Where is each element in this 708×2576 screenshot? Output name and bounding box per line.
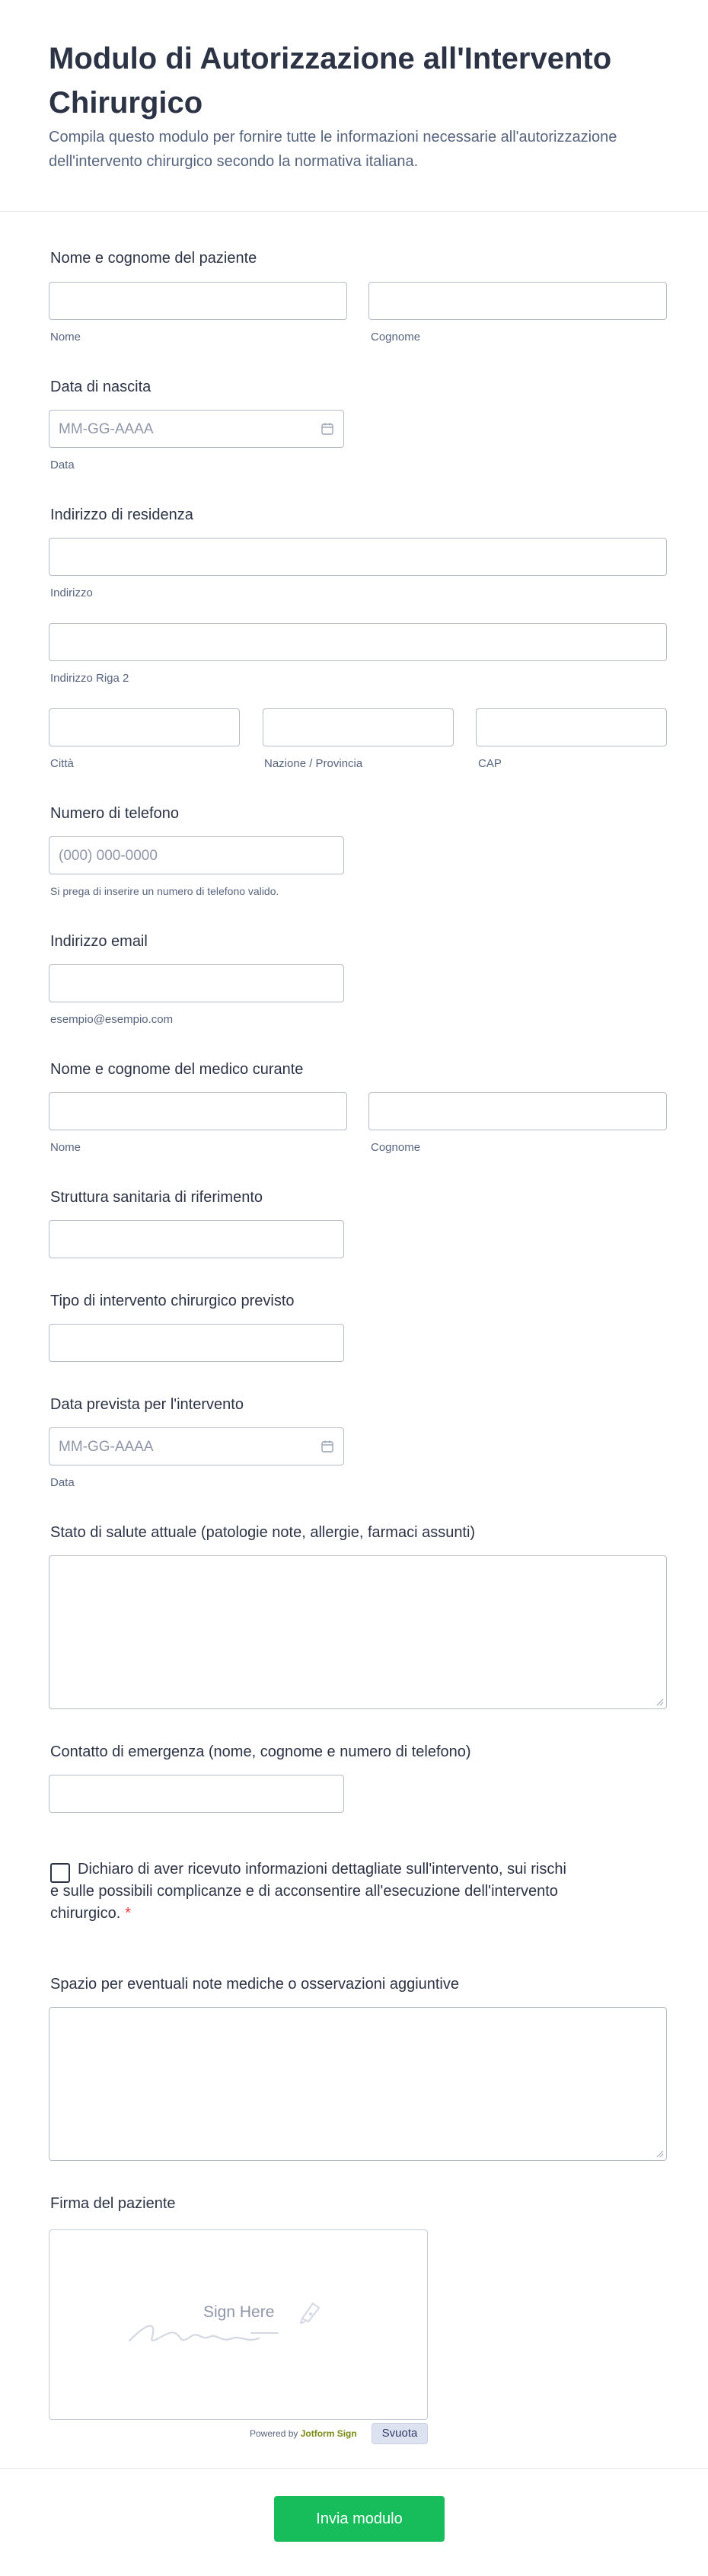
- city-sublabel: Città: [50, 757, 74, 770]
- phone-input[interactable]: [49, 836, 344, 874]
- phone-placeholder: (000) 000-0000: [59, 848, 158, 864]
- address-line2-sublabel: Indirizzo Riga 2: [50, 672, 129, 685]
- resize-handle-icon[interactable]: [656, 1699, 664, 1706]
- emergency-contact-label: Contatto di emergenza (nome, cognome e numero di telefono): [50, 1743, 471, 1760]
- pen-icon: [295, 2297, 324, 2326]
- calendar-icon[interactable]: [321, 1440, 334, 1453]
- submit-button[interactable]: Invia modulo: [274, 2496, 445, 2542]
- notes-label: Spazio per eventuali note mediche o osservazioni aggiuntive: [50, 1976, 460, 1993]
- required-mark: *: [125, 1905, 132, 1922]
- state-input[interactable]: [263, 708, 454, 746]
- doctor-first-name-sublabel: Nome: [50, 1141, 81, 1154]
- zip-input[interactable]: [476, 708, 667, 746]
- surgery-date-input[interactable]: [49, 1427, 344, 1465]
- doctor-last-name-input[interactable]: [368, 1092, 667, 1130]
- health-status-textarea[interactable]: [49, 1555, 667, 1709]
- surgery-date-placeholder: MM-GG-AAAA: [59, 1439, 154, 1455]
- phone-label: Numero di telefono: [50, 805, 179, 822]
- address-line1-input[interactable]: [49, 538, 667, 576]
- email-label: Indirizzo email: [50, 933, 148, 950]
- patient-first-name-input[interactable]: [49, 282, 347, 320]
- surgery-type-label: Tipo di intervento chirurgico previsto: [50, 1293, 295, 1309]
- jotform-sign-brand: Jotform Sign: [300, 2428, 357, 2439]
- patient-first-name-sublabel: Nome: [50, 331, 81, 344]
- doctor-first-name-input[interactable]: [49, 1092, 347, 1130]
- form-description: Compila questo modulo per fornire tutte le informazioni necessarie all'autorizzazione dell'intervento chirurgico secondo la normativa italiana.: [49, 129, 617, 170]
- emergency-contact-input[interactable]: [49, 1775, 344, 1813]
- doctor-name-label: Nome e cognome del medico curante: [50, 1061, 304, 1078]
- surgery-date-sublabel: Data: [50, 1476, 75, 1489]
- sign-here-text: Sign Here: [203, 2303, 275, 2321]
- facility-label: Struttura sanitaria di riferimento: [50, 1189, 263, 1206]
- surgery-date-label: Data prevista per l'intervento: [50, 1396, 244, 1413]
- address-label: Indirizzo di residenza: [50, 507, 193, 523]
- phone-sublabel: Si prega di inserire un numero di telefono valido.: [50, 885, 279, 897]
- address-line1-sublabel: Indirizzo: [50, 586, 93, 599]
- birth-date-placeholder: MM-GG-AAAA: [59, 421, 154, 437]
- email-input[interactable]: [49, 964, 344, 1002]
- consent-statement: Dichiaro di aver ricevuto informazioni dettagliate sull'intervento, sui rischi e sulle possibili complicanze e di acconsentire all'esecuzione dell'intervento chirurgico.: [50, 1861, 566, 1922]
- birth-date-sublabel: Data: [50, 459, 75, 471]
- address-line2-input[interactable]: [49, 623, 667, 661]
- resize-handle-icon[interactable]: [656, 2150, 664, 2158]
- patient-last-name-sublabel: Cognome: [371, 331, 421, 344]
- form-footer: [0, 2468, 708, 2576]
- doctor-last-name-sublabel: Cognome: [371, 1141, 421, 1154]
- notes-textarea[interactable]: [49, 2007, 667, 2161]
- powered-by: [250, 2428, 357, 2439]
- signature-label: Firma del paziente: [50, 2195, 176, 2212]
- facility-input[interactable]: [49, 1220, 344, 1258]
- zip-sublabel: CAP: [478, 757, 502, 770]
- patient-last-name-input[interactable]: [368, 282, 667, 320]
- signature-pad[interactable]: [49, 2229, 428, 2420]
- consent-text: [50, 1858, 568, 1925]
- form-title: Modulo di Autorizzazione all'Intervento Chirurgico: [49, 42, 612, 120]
- consent-checkbox[interactable]: [50, 1863, 70, 1883]
- birth-date-label: Data di nascita: [50, 379, 151, 395]
- calendar-icon[interactable]: [321, 422, 334, 436]
- powered-by-text: Powered by: [250, 2428, 298, 2439]
- patient-name-label: Nome e cognome del paziente: [50, 250, 257, 267]
- surgery-type-input[interactable]: [49, 1324, 344, 1362]
- health-status-label: Stato di salute attuale (patologie note, allergie, farmaci assunti): [50, 1524, 476, 1541]
- state-sublabel: Nazione / Provincia: [264, 757, 363, 770]
- clear-signature-button[interactable]: Svuota: [372, 2423, 428, 2444]
- form-header: [0, 0, 708, 212]
- birth-date-input[interactable]: [49, 410, 344, 448]
- city-input[interactable]: [49, 708, 240, 746]
- email-sublabel: esempio@esempio.com: [50, 1013, 174, 1026]
